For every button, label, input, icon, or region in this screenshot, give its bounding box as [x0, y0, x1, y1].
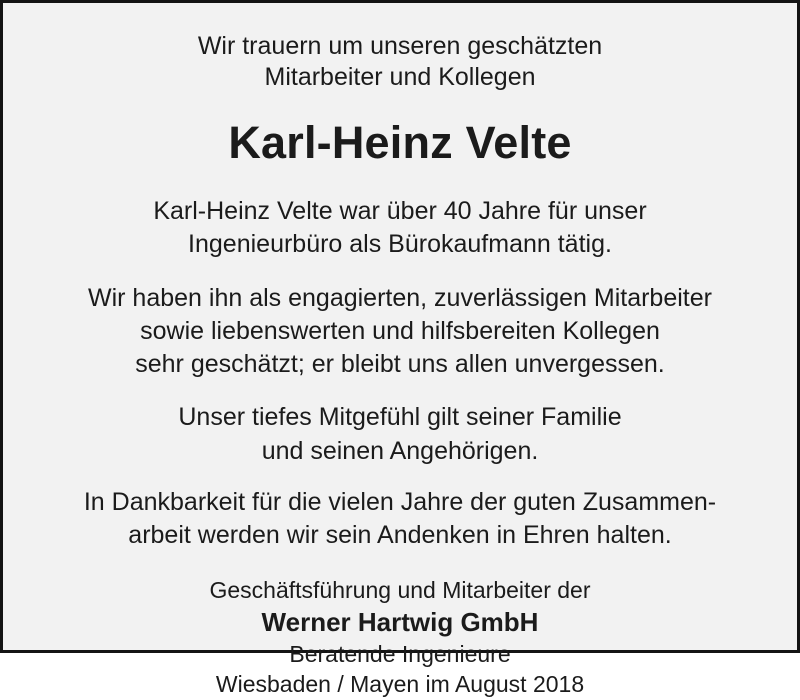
paragraph-1-line-2: Ingenieurbüro als Bürokaufmann tätig. [188, 230, 612, 259]
paragraph-2-line-3: sehr geschätzt; er bleibt uns allen unvergessen. [135, 350, 665, 378]
company-name: Werner Hartwig GmbH [261, 607, 539, 638]
paragraph-4 [37, 486, 763, 553]
place-and-date: Wiesbaden / Mayen im August 2018 [215, 670, 585, 697]
paragraph-3 [37, 401, 763, 468]
intro-text [37, 31, 763, 94]
company-role: Beratende Ingenieure [289, 640, 511, 667]
paragraph-3-line-1: Unser tiefes Mitgefühl gilt seiner Familie [178, 403, 622, 432]
intro-line-1: Wir trauern um unseren geschätzten [197, 32, 603, 60]
paragraph-2-line-1: Wir haben ihn als engagierten, zuverlässigen Mitarbeiter [88, 283, 712, 312]
paragraph-1 [37, 195, 763, 262]
signature-block [37, 576, 763, 699]
paragraph-4-line-2: arbeit werden wir sein Andenken in Ehren halten. [128, 521, 672, 549]
deceased-name: Karl-Heinz Velte [228, 116, 572, 168]
paragraph-2-line-2: sowie liebenswerten und hilfsbereiten Kollegen [140, 316, 660, 345]
intro-line-2: Mitarbeiter und Kollegen [264, 63, 536, 92]
paragraph-3-line-2: und seinen Angehörigen. [261, 436, 539, 465]
signature-line: Geschäftsführung und Mitarbeiter der [209, 577, 591, 604]
paragraph-4-line-1: In Dankbarkeit für die vielen Jahre der guten Zusammen- [83, 487, 717, 516]
paragraph-1-line-1: Karl-Heinz Velte war über 40 Jahre für unser [153, 197, 647, 225]
paragraph-2 [37, 282, 763, 382]
